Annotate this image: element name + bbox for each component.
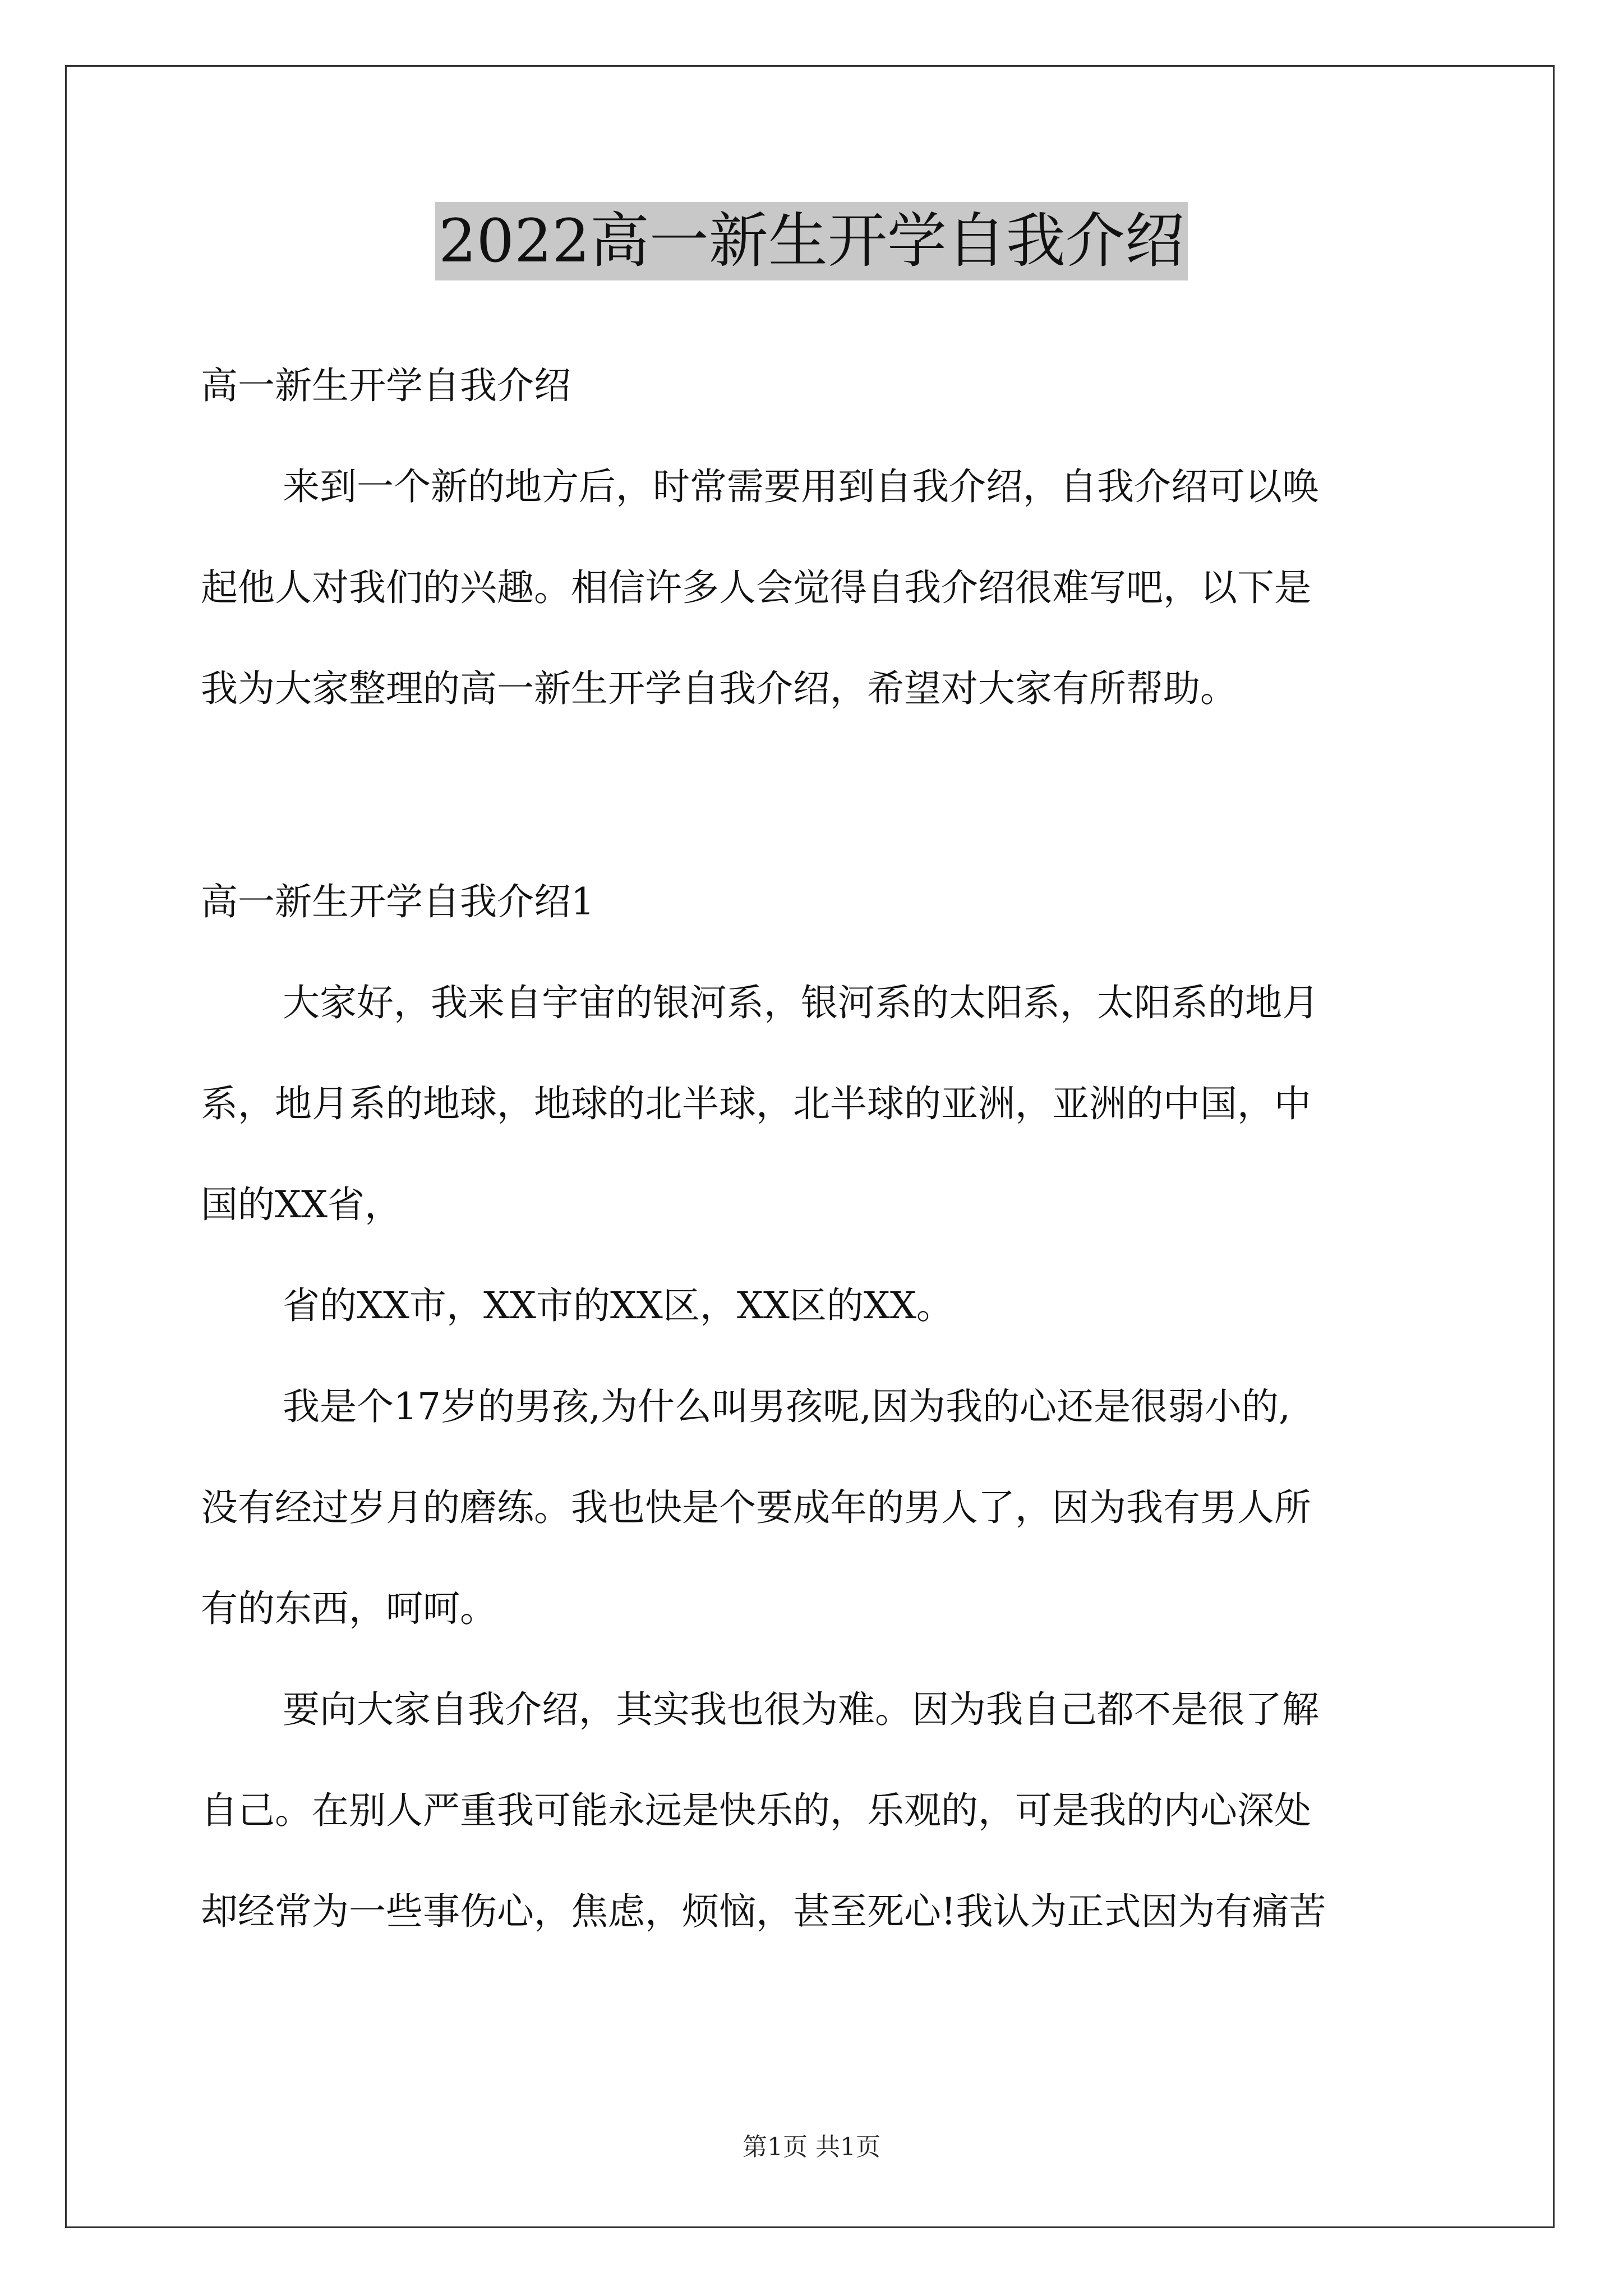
section-heading-intro: 高一新生开学自我介绍 xyxy=(201,364,571,407)
document-title: 2022高一新生开学自我介绍 xyxy=(435,202,1188,280)
title-container xyxy=(0,202,1623,280)
paragraph-line: 国的XX省， xyxy=(201,1183,402,1226)
paragraph-line: 系，地月系的地球，地球的北半球，北半球的亚洲，亚洲的中国，中 xyxy=(201,1082,1311,1125)
paragraph-line: 我为大家整理的高一新生开学自我介绍，希望对大家有所帮助。 xyxy=(201,667,1237,710)
paragraph-line: 要向大家自我介绍，其实我也很为难。因为我自己都不是很了解 xyxy=(283,1688,1319,1731)
section-heading-1: 高一新生开学自我介绍1 xyxy=(201,880,594,923)
paragraph-line: 省的XX市，XX市的XX区，XX区的XX。 xyxy=(283,1284,953,1327)
page-footer: 第1页 共1页 xyxy=(743,2133,880,2161)
paragraph-line: 却经常为一些事伤心，焦虑，烦恼，甚至死心!我认为正式因为有痛苦 xyxy=(201,1890,1326,1933)
paragraph-line: 起他人对我们的兴趣。相信许多人会觉得自我介绍很难写吧，以下是 xyxy=(201,566,1311,609)
paragraph-line: 大家好，我来自宇宙的银河系，银河系的太阳系，太阳系的地月 xyxy=(283,981,1319,1024)
paragraph-line: 自己。在别人严重我可能永远是快乐的，乐观的，可是我的内心深处 xyxy=(201,1789,1311,1832)
paragraph-line: 有的东西，呵呵。 xyxy=(201,1587,497,1630)
paragraph-line: 没有经过岁月的磨练。我也快是个要成年的男人了，因为我有男人所 xyxy=(201,1486,1311,1529)
paragraph-line: 我是个17岁的男孩,为什么叫男孩呢,因为我的心还是很弱小的, xyxy=(283,1385,1290,1428)
paragraph-line: 来到一个新的地方后，时常需要用到自我介绍，自我介绍可以唤 xyxy=(283,465,1319,508)
